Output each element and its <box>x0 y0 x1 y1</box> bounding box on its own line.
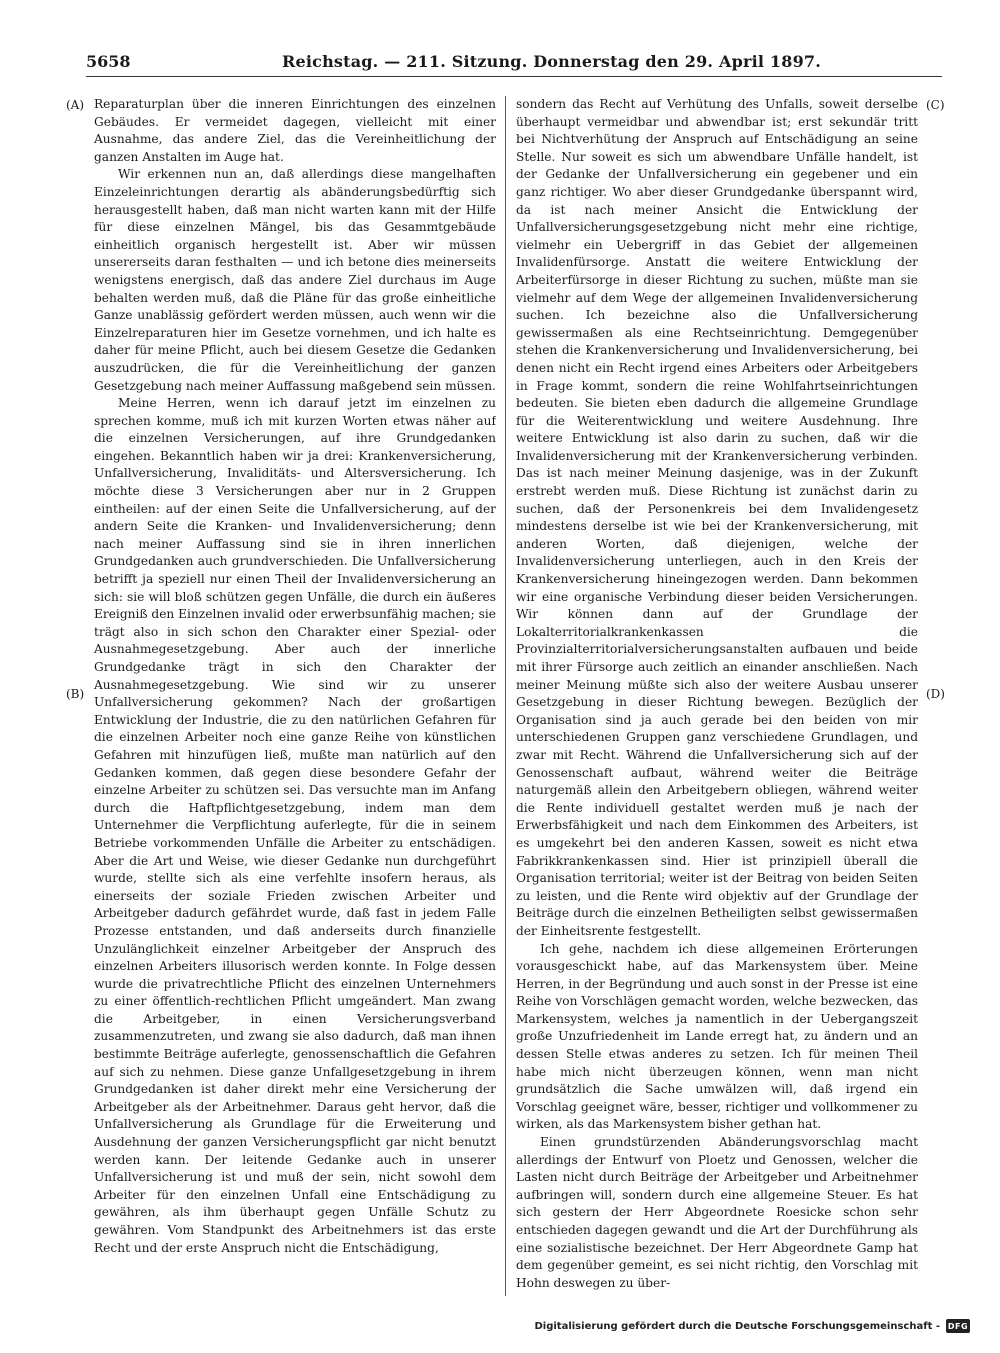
margin-letter-a: (A) <box>66 98 85 112</box>
right-column <box>516 96 918 1296</box>
dfg-logo-icon: DFG <box>946 1319 970 1333</box>
footer-credit: Digitalisierung gefördert durch die Deutsche Forschungsgemeinschaft - <box>534 1320 940 1332</box>
margin-letter-c: (C) <box>926 98 945 112</box>
digitization-footer <box>534 1317 970 1335</box>
paragraph: Wir erkennen nun an, daß allerdings diese mangelhaften Einzeleinrichtungen derartig als abänderungsbedürftig sich herausgestellt haben, daß man nicht warten kann mit der Hilfe für diese einzelnen Mängel, bis das Gesammtgebäude einheitlich organisch hergestellt ist. Aber wir müssen unsererseits daran festhalten — und ich betone dies meinerseits wenigstens energisch, daß das andere Ziel durchaus im Auge behalten werden muß, daß die Pläne für das große einheitliche Ganze unablässig gefördert werden müssen, auch wenn wir die Einzelreparaturen hier im Gesetze vornehmen, und ich halte es daher für meine Pflicht, auch bei diesem Gesetze die Gedanken auszudrücken, die für die Vereinheitlichung der ganzen Gesetzgebung nach meiner Auffassung maßgebend sein müssen. <box>94 167 496 393</box>
paragraph: Einen grundstürzenden Abänderungsvorschlag macht allerdings der Entwurf von Ploetz und Genossen, welcher die Lasten nicht durch Beiträge der Arbeitgeber und Arbeitnehmer aufbringen will, sondern durch eine allgemeine Steuer. Es hat sich gestern der Herr Abgeordnete Roesicke schon sehr entschieden dagegen gewandt und die Art der Durchführung als eine sozialistische bezeichnet. Der Herr Abgeordnete Gamp hat dem gegenüber gemeint, es sei nicht richtig, den Vorschlag mit Hohn deswegen zu über- <box>516 1135 918 1290</box>
paragraph: sondern das Recht auf Verhütung des Unfalls, soweit derselbe überhaupt vermeidbar und abwendbar ist; erst sekundär tritt bei Nichtverhütung der Anspruch auf Entschädigung an seine Stelle. Nur soweit es sich um abwendbare Unfälle handelt, ist der Gedanke der Unfallversicherung ein gegebener und ein ganz richtiger. Wo aber dieser Grundgedanke überspannt wird, da ist nach meiner Ansicht die Entwicklung der Unfallversicherungsgesetzgebung nicht mehr eine richtige, vielmehr ein Uebergriff in das Gebiet der allgemeinen Invalidenfürsorge. Anstatt die weitere Entwicklung der Arbeiterfürsorge in dieser Richtung zu suchen, müßte man sie vielmehr auf dem Wege der allgemeinen Invalidenversicherung suchen. Ich bezeichne also die Unfallversicherung gewissermaßen als eine Rechtseinrichtung. Demgegenüber stehen die Krankenversicherung und Invalidenversicherung, bei denen nicht ein Recht irgend eines Arbeiters oder Arbeitgebers in Frage kommt, sondern die reine Wohlfahrtseinrichtungen bedeuten. Sie bieten eben dadurch die allgemeine Grundlage für die Weiterentwicklung und weitere Ausdehnung. Ihre weitere Entwicklung ist also darin zu suchen, daß wir die Invalidenversicherung mit der Krankenversicherung verbinden. Das ist nach meiner Meinung dasjenige, was in der Zukunft erstrebt werden muß. Diese Richtung ist zunächst darin zu suchen, daß der Personenkreis bei dem Invalidengesetz mindestens derselbe ist wie bei der Krankenversicherung, mit anderen Worten, daß diejenigen, welche der Invalidenversicherung unterliegen, auch in den Kreis der Krankenversicherung hineingezogen werden. Dann bekommen wir eine organische Verbindung dieser beiden Versicherungen. Wir können dann auf der Grundlage der Lokalterritorialkrankenkassen die Provinzialterritorialversicherungsanstalten aufbauen und beide mit ihrer Fürsorge auch zeitlich an einander anschließen. Nach meiner Meinung müßte sich also der weitere Ausbau unserer Gesetzgebung in dieser Richtung bewegen. Bezüglich der Organisation sind ja auch gerade bei den beiden von mir unterschiedenen Gruppen ganz verschiedene Grundlagen, und zwar mit Recht. Während die Unfallversicherung sich auf der Genossenschaft aufbaut, während weiter die Beiträge naturgemäß allein den Arbeitgebern obliegen, während weiter die Rente individuell gestaltet werden muß je nach der Erwerbsfähigkeit und nach dem Einkommen des Arbeiters, ist es umgekehrt bei den anderen Kassen, soweit es nicht etwa Fabrikkrankenkassen sind. Hier ist prinzipiell überall die Organisation territorial; weiter ist der Beitrag von beiden Seiten zu leisten, und die Rente wird objektiv auf der Grundlage der Beiträge durch die einzelnen Betheiligten selbst gewissermaßen der Einheitsrente festgestellt. <box>516 97 918 938</box>
column-divider <box>505 96 506 1296</box>
paragraph: Meine Herren, wenn ich darauf jetzt im einzelnen zu sprechen komme, muß ich mit kurzen Worten etwas näher auf die einzelnen Versicherungen, auf ihre Grundgedanken eingehen. Bekanntlich haben wir ja drei: Krankenversicherung, Unfallversicherung, Invaliditäts- und Altersversicherung. Ich möchte diese 3 Versicherungen aber nur in 2 Gruppen eintheilen: auf der einen Seite die Unfallversicherung, auf der andern Seite die Kranken- und Invalidenversicherung; denn nach meiner Auffassung sind sie in ihren innerlichen Grundgedanken auch grundverschieden. Die Unfallversicherung betrifft ja speziell nur einen Theil der Invalidenversicherung an sich: sie will bloß schützen gegen Unfälle, die durch ein äußeres Ereigniß den Einzelnen invalid oder erwerbsunfähig machen; sie trägt also in sich schon den Charakter einer Spezial- oder Ausnahmegesetzgebung. Aber auch der innerliche Grundgedanke trägt in sich den Charakter der Ausnahmegesetzgebung. Wie sind wir zu unserer Unfallversicherung gekommen? Nach der großartigen Entwicklung der Industrie, die zu den natürlichen Gefahren für die einzelnen Arbeiter noch eine ganze Reihe von künstlichen Gefahren mit hinzufügen ließ, mußte man natürlich auf den Gedanken kommen, daß gegen diese besondere Gefahr der einzelne Arbeiter zu schützen sei. Das versuchte man im Anfang durch die Haftpflichtgesetzgebung, indem man dem Unternehmer die Verpflichtung auferlegte, für die in seinem Betriebe vorkommenden Unfälle die Arbeiter zu entschädigen. Aber die Art und Weise, wie dieser Gedanke nun durchgeführt wurde, stellte sich als eine verfehlte insofern heraus, als einerseits der soziale Frieden zwischen Arbeiter und Arbeitgeber dadurch gefährdet wurde, daß fast in jedem Falle Prozesse entstanden, und daß anderseits durch finanzielle Unzulänglichkeit einzelner Arbeitgeber der Anspruch des einzelnen Arbeiters illusorisch werden konnte. In Folge dessen wurde die privatrechtliche Pflicht des einzelnen Unternehmers zu einer öffentlich-rechtlichen Pflicht umgeändert. Man zwang die Arbeitgeber, in einen Versicherungsverband zusammenzutreten, und zwang sie also dadurch, daß man ihnen bestimmte Beiträge auferlegte, genossenschaftlich die Gefahren auf sich zu nehmen. Diese ganze Unfallgesetzgebung in ihrem Grundgedanken ist daher direkt mehr eine Versicherung der Arbeitgeber als der Arbeitnehmer. Daraus geht hervor, daß die Unfallversicherung als Grundlage für die Erweiterung und Ausdehnung der ganzen Versicherungspflicht gar nicht benutzt werden kann. Der leitende Gedanke auch in unserer Unfallversicherung ist und muß der sein, nicht sowohl dem Arbeiter für den einzelnen Unfall eine Entschädigung zu gewähren, als ihm überhaupt gegen Unfälle Schutz zu gewähren. Vom Standpunkt des Arbeitnehmers ist das erste Recht und der erste Anspruch nicht die Entschädigung, <box>94 396 496 1255</box>
running-title: Reichstag. — 211. Sitzung. Donnerstag den 29. April 1897. <box>282 52 822 71</box>
margin-letter-d: (D) <box>926 687 945 701</box>
left-column <box>94 96 496 1296</box>
page-header <box>86 50 942 77</box>
paragraph: Ich gehe, nachdem ich diese allgemeinen Erörterungen vorausgeschickt habe, auf das Markensystem über. Meine Herren, in der Begründung und auch sonst in der Presse ist eine Reihe von Vorschlägen gemacht worden, welche bezwecken, das Markensystem, welches ja namentlich in der Uebergangszeit große Unzufriedenheit im Lande erregt hat, zu ändern und an dessen Stelle etwas anderes zu setzen. Ich für meinen Theil habe mich nicht überzeugen können, wenn man nicht grundsätzlich die Sache umwälzen will, daß irgend ein Vorschlag geeignet wäre, besser, richtiger und vollkommener zu wirken, als das Markensystem bisher gethan hat. <box>516 941 918 1132</box>
page-number: 5658 <box>86 52 131 71</box>
paragraph: Reparaturplan über die inneren Einrichtungen des einzelnen Gebäudes. Er vermeidet dagegen, vielleicht mit einer Ausnahme, das andere Ziel, das die Vereinheitlichung der ganzen Anstalten im Auge hat. <box>94 97 496 164</box>
margin-letter-b: (B) <box>66 687 85 701</box>
